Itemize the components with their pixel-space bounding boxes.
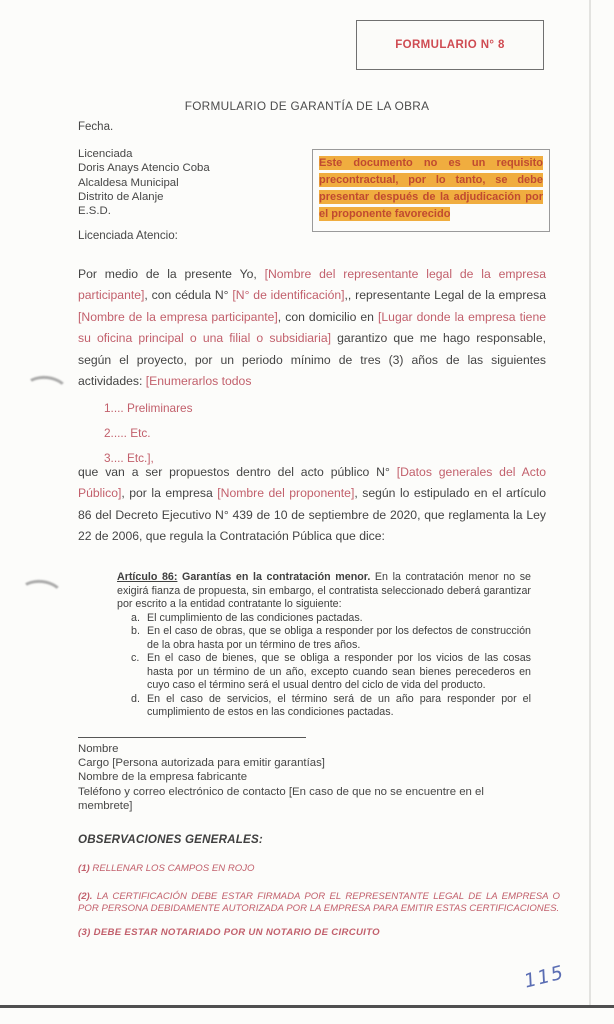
- paragraph-segment: , con domicilio en: [277, 309, 379, 324]
- item-text: En el caso de obras, que se obliga a responder por los defectos de construcción de la obra hasta por un término de tres años.: [147, 625, 531, 651]
- signature-block: [78, 742, 540, 813]
- list-item: 3.... Etc.],: [104, 451, 154, 465]
- paragraph-segment: , según lo estipulado en el artículo 86 del Decreto Ejecutivo N° 439 de 10 de septiembre de 2020, que reglamenta la Ley 22 de 2006, que regula la Contratación Pública que dice:: [78, 486, 547, 544]
- recipient-line: Alcaldesa Municipal: [78, 176, 179, 189]
- paragraph-segment: , con cédula N°: [144, 288, 233, 303]
- article-subheading: Garantías en la contratación menor.: [182, 571, 371, 583]
- paragraph-segment: que van a ser propuestos dentro del acto público N°: [78, 465, 397, 479]
- salutation: Licenciada Atencio:: [78, 229, 178, 242]
- placeholder-text: [N° de identificación]: [232, 288, 345, 303]
- placeholder-text: [Datos generales del Acto Público]: [78, 465, 546, 501]
- handwritten-page-number: 115: [521, 961, 567, 993]
- item-text: En el caso de bienes, que se obliga a responder por los vicios de las cosas hasta por un término de un año, excepto cuando sean bienes perecederos en cuyo caso el término será el usual dentro del ciclo de vida del producto.: [147, 652, 531, 691]
- recipient-line: E.S.D.: [78, 205, 111, 218]
- list-item: 2..... Etc.: [104, 426, 151, 440]
- paragraph-segment: , por la empresa: [121, 486, 218, 501]
- signature-field-label: Nombre de la empresa fabricante: [78, 771, 248, 784]
- form-number-box: [356, 20, 544, 70]
- paragraph-segment: garantizo que me hago responsable, según el proyecto, por un periodo mínimo de tres (3) años de las siguientes actividades:: [78, 331, 546, 389]
- placeholder-text: [Nombre del representante legal de la empresa participante]: [78, 267, 547, 303]
- list-item: 1.... Preliminares: [104, 401, 193, 415]
- intro-paragraph: [78, 264, 546, 392]
- note-text: DEBE ESTAR NOTARIADO POR UN NOTARIO DE CIRCUITO: [93, 927, 380, 938]
- item-marker: a.: [131, 611, 140, 624]
- signature-line: [78, 737, 306, 738]
- placeholder-text: [Nombre de la empresa participante]: [78, 309, 278, 324]
- observations-heading: OBSERVACIONES GENERALES:: [78, 833, 263, 846]
- item-text: En el caso de servicios, el término será de un año para responder por el cumplimiento de estos en las condiciones pactadas.: [147, 692, 531, 718]
- date-label: Fecha.: [78, 121, 114, 133]
- activities-list: [104, 396, 193, 471]
- note-number: (1): [78, 863, 90, 874]
- document-title: FORMULARIO DE GARANTÍA DE LA OBRA: [184, 99, 430, 113]
- note-number: (3): [78, 927, 91, 938]
- placeholder-text: [Lugar donde la empresa tiene su oficina principal o una filial o subsidiaria]: [78, 309, 546, 346]
- recipient-line: Doris Anays Atencio Coba: [78, 162, 210, 175]
- legal-paragraph: [78, 462, 546, 548]
- item-marker: d.: [131, 692, 140, 705]
- observation-note: [78, 891, 560, 915]
- signature-field-label: Cargo [Persona autorizada para emitir garantías]: [78, 757, 325, 770]
- signature-field-label: Teléfono y correo electrónico de contacto [En caso de que no se encuentre en el membrete]: [78, 785, 484, 812]
- article-86-block: [117, 571, 531, 720]
- item-marker: c.: [131, 652, 140, 664]
- notice-text: Este documento no es un requisito precontractual, por lo tanto, se debe presentar después de la adjudicación por el proponente favorecido: [319, 157, 543, 220]
- item-marker: b.: [131, 625, 140, 637]
- observation-note: [78, 927, 560, 939]
- signature-field-label: Nombre: [78, 743, 119, 755]
- placeholder-text: [Nombre del proponente]: [217, 486, 355, 501]
- note-number: (2).: [78, 891, 93, 902]
- recipient-line: Distrito de Alanje: [78, 190, 164, 203]
- recipient-line: Licenciada: [78, 148, 133, 160]
- article-item-list: [117, 612, 531, 720]
- recipient-block: [78, 147, 210, 218]
- notice-box: [312, 149, 550, 232]
- article-heading: Artículo 86:: [117, 571, 178, 583]
- observation-note: [78, 863, 560, 875]
- form-number-label: FORMULARIO N° 8: [395, 39, 505, 51]
- note-text: RELLENAR LOS CAMPOS EN ROJO: [92, 863, 255, 874]
- paragraph-segment: ,, representante Legal de la empresa: [344, 288, 546, 303]
- article-item: [117, 625, 531, 652]
- placeholder-text: [Enumerarlos todos: [145, 374, 252, 389]
- paragraph-segment: Por medio de la presente Yo,: [78, 267, 265, 281]
- item-text: El cumplimiento de las condiciones pactadas.: [147, 611, 363, 624]
- article-item: [117, 612, 531, 626]
- article-item: [117, 652, 531, 693]
- page-bottom-edge: [0, 1005, 614, 1008]
- article-intro: En la contratación menor no se exigirá fianza de propuesta, sin embargo, el contratista seleccionado deberá garantizar por escrito a la entidad contratante lo siguiente:: [117, 571, 531, 610]
- note-text: LA CERTIFICACIÓN DEBE ESTAR FIRMADA POR EL REPRESENTANTE LEGAL DE LA EMPRESA O POR PERSONA DEBIDAMENTE AUTORIZADA POR LA EMPRESA PARA EMITIR ESTAS CERTIFICACIONES.: [78, 891, 560, 914]
- binding-mark: [23, 374, 70, 406]
- binding-mark: [18, 578, 65, 610]
- article-item: [117, 693, 531, 720]
- page-right-edge: [589, 0, 591, 1006]
